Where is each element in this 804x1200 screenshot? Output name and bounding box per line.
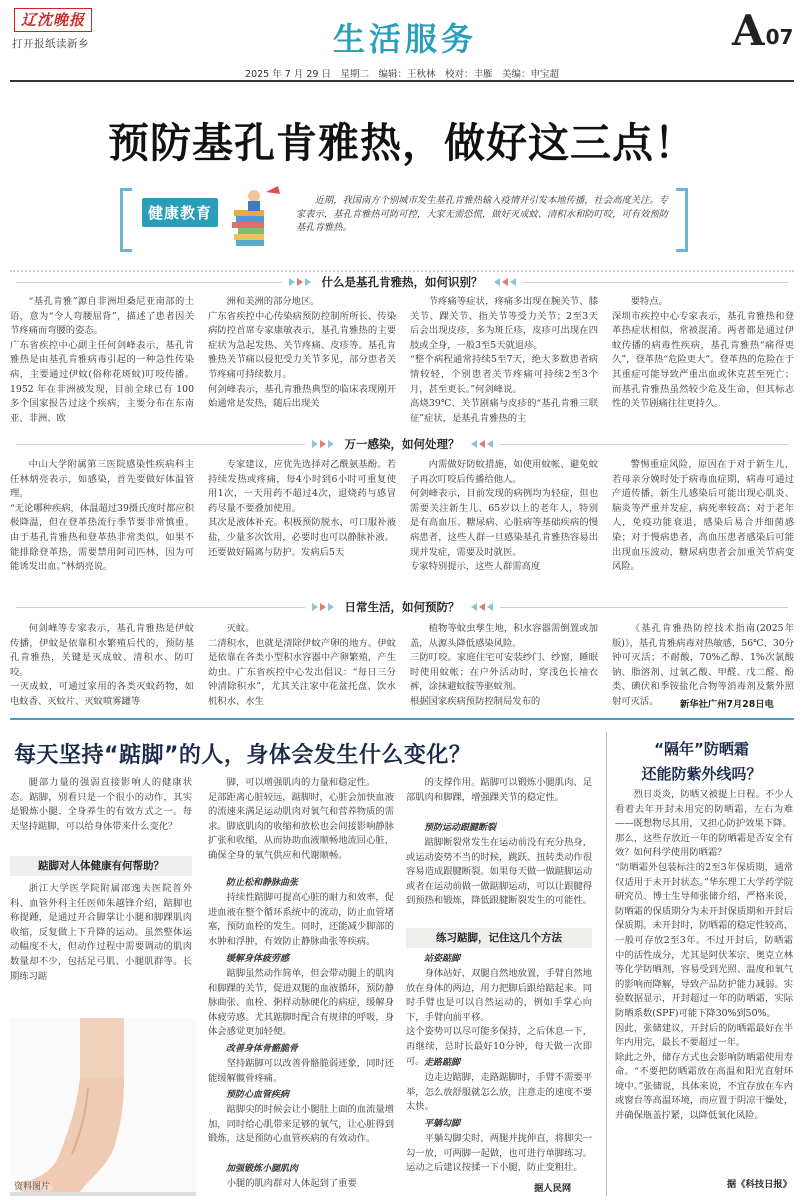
article1-credit: 新华社广州7月28日电 [680,699,774,710]
triangle-icon [471,440,477,448]
a2-subhead2: 练习踮脚，记住这几个方法 [436,932,562,944]
a2-col2-p4: 坚持踮脚可以改善骨骼脆弱迹象，同时还能缓解髋骨疼痛。 [208,1058,394,1084]
article2-credit: 据人民网 [530,1180,571,1194]
triangle-icon [328,440,334,448]
a2-col2-p3: 踮脚虽然动作简单，但会带动腿上的肌肉和脚踝的关节，促进双腿的血液循环，预防静脉曲张、血栓、粥样动脉硬化的病症，缓解身体疲劳感。尤其踮脚时配合有规律的呼吸，身体会感觉更加轻便。 [208,968,394,1038]
section2-header [10,435,794,453]
tiptoe-feet-image [10,1018,196,1196]
a2-intro: 腿部力量的强弱直接影响人的健康状态。踮脚，别看只是一个很小的动作，其实是锻炼小腿、全身养生的有效方式之一。每天坚持踮脚，可以给身体带来什么变化？ [10,777,192,832]
a2-h-cardio: 预防心血管疾病 [226,1090,290,1100]
s1-col3: 节疼痛等症状，疼痛多出现在腕关节、膝关节、踝关节、指关节等受力关节；2至3天后会出现皮疹，多为斑丘疹，皮疹可出现在四肢或全身，一般3至5天就退疹。 “整个病程通常持续5至7天，绝大多数患者病情较轻，个别患者关节疼痛可持续2至3个月，甚至更长。”何剑峰说。 高烧39℃、关节剧痛与皮疹的“基孔肯雅三联征”症状，是基孔肯雅热的主 [410,296,598,424]
bottom-divider [10,718,794,720]
triangle-icon [502,278,508,286]
lead-text: 近期，我国南方个别城市发生基孔肯雅热输入疫情并引发本地传播，社会高度关注。专家表示，基孔肯雅热可防可控，大家无需恐慌，做好灭成蚊、清积水和防叮咬，可有效预防基孔肯雅热。 [296,195,668,233]
a2-subhead2-bar [406,928,592,948]
health-education-badge [138,182,288,254]
s2-col4: 警惕重症风险，原因在于对于新生儿，若母亲分娩时处于病毒血症期，病毒可通过产道传播，新生儿感染后可能出现心肌炎、脑炎等严重并发症，病死率较高；对于老年人，免疫功能衰退，感染后易合并细菌感染；对于慢病患者，高血压患者感染后可能出现血压波动，糖尿病患者会加重关节病变风险。 [612,459,794,573]
a2-col2-p2: 持续性踮脚可提高心脏的耐力和效率，促进血液在整个循环系统中的流动，防止血管堵塞，预防血栓的发生。同时，还能减少脚部的水肿和浮肿，有效防止静脉曲张等疾病。 [208,892,394,947]
section3-title: 日常生活，如何预防？ [344,600,460,614]
header-rule-left [16,444,305,445]
a2-subhead1: 踮脚对人体健康有何帮助？ [38,860,164,872]
s1-col1: “基孔肯雅”源自非洲坦桑尼亚南部的土语，意为“令人弯腰屈背”，描述了患者因关节疼痛而弯腰的姿态。 广东省疾控中心副主任何剑峰表示，基孔肯雅热是由基孔肯雅病毒引起的一种急性传染病，主要通过伊蚊(俗称花斑蚊)叮咬传播。1952 年在非洲被发现，目前全球已有 100 多个国家报告过这个疾病，主要分布在东南亚、非洲、欧 [10,296,194,424]
bracket-left [120,188,132,252]
section3-header [10,598,794,616]
a2-col3-p4: 边走边踮脚，走路踮脚时，手臂不需要平举，怎么放舒服就怎么放，注意走的速度不要太快。 [406,1072,592,1113]
triangle-icon [479,603,485,611]
triangle-icon [510,278,516,286]
a2-col2-p6: 小腿的肌肉群对人体起到了重要 [226,1178,357,1189]
article2-headline: 每天坚持“踮脚”的人，身体会发生什么变化？ [14,743,472,768]
lead-box [120,188,688,252]
s2-col1: 中山大学附属第三医院感染性疾病科主任林炳亮表示，如感染，首先要做好体温管理。 “无论哪种疾病，体温超过39摄氏度时都应积极降温，但在登革热流行季节要非常慎重。由于基孔肯雅热和登革热非常类似，如果不能排除登革热，需要禁用阿司匹林，因为可能诱发出血。”林炳亮说。 [10,459,194,573]
header-rule-right [500,607,789,608]
page-letter: A [732,6,765,55]
badge-label: 健康教育 [142,198,218,227]
masthead-rule [10,80,794,82]
a2-h-prevent-varicose: 防止松和静脉曲张 [226,878,299,888]
triangle-icon [320,603,326,611]
triangle-icon [487,603,493,611]
s2-col2: 专家建议，应优先选择对乙酰氨基酚。若持续发热或疼痛，每4小时到6小时可重复使用1次，一天用药不超过4次，退烧药与感冒药尽量不要叠加使用。 其次是液体补充。积极预防脱水，可口服补液盐，少量多次饮用，必要时也可以静脉补液。 还要做好隔离与防护。发病后5天 [208,459,396,558]
header-rule-right [523,282,789,283]
header-rule-left [16,607,305,608]
page-number [732,8,793,54]
a2-subhead1-bar [10,856,192,876]
header-rule-left [16,282,282,283]
slogan: 打开报纸读新乡 [12,38,89,50]
tiptoe-feet-illustration [10,1018,196,1196]
a2-h-calf: 加强锻炼小腿肌肉 [226,1164,299,1174]
article3-box [606,732,796,1196]
s1-col4: 要特点。 深圳市疾控中心专家表示，基孔肯雅热和登革热症状相似，常被混淆。两者都是通过伊蚊传播的病毒性疾病，基孔肯雅热“痛得更久”，登革热“危险更大”。登革热的危险在于其重症可能导致严重出血或休克甚至死亡；而基孔肯雅热虽然较少危及生命，但其标志性的关节剧痛往往更持久。 [612,296,794,410]
a2-col3-p5: 平躺勾脚尖时，两腿并拢伸直，将脚尖一勾一放，可两脚一起做，也可进行单脚练习。运动之后建议按揉一下小腿，防止变粗壮。 [406,1133,592,1174]
triangle-icon [494,278,500,286]
triangle-icon [487,440,493,448]
a2-col3-p3: 身体站好，双腿自然地放置，手臂自然地放在身体的两边，用力把脚后跟给踮起来。同时手臂也是可以自然运动的，例如手掌心向下，手臂向前平移。 这个姿势可以尽可能多保持，之后休息一下，再继续，总时长最好10分钟，每天做一次即可。 [406,968,592,1067]
a2-col2-p5: 踮脚尖的时候会让小腿肚上面的血流量增加，同时给心肌带来足够的氧气，让心脏得到锻炼，这是预防心血管疾病的有效动作。 [208,1104,394,1145]
triangle-icon [479,440,485,448]
page-digits: 07 [765,25,794,49]
triangle-icon [305,278,311,286]
newspaper-logo [14,8,92,32]
a2-h-fatigue: 缓解身体疲劳感 [226,954,290,964]
triangle-icon [320,440,326,448]
triangle-icon [312,440,318,448]
article1-headline: 预防基孔肯雅热，做好这三点！ [108,119,696,167]
dotted-divider [10,270,794,272]
triangle-icon [471,603,477,611]
byline: 2025 年 7 月 29 日 星期二 编辑：王秋林 校对：丰雁 美编：申宝超 [245,69,559,80]
s3-col1: 何剑峰等专家表示，基孔肯雅热是伊蚊传播，伊蚊是依靠积水繁殖后代的，预防基孔肯雅热，关键是灭成蚊、清积水、防叮咬。 一灭成蚊，可通过家用的各类灭蚊药物，如电蚊香、灭蚊片、灭蚊喷雾罐等 [10,623,194,707]
section1-header [10,273,794,291]
article3-credit: 据《科技日报》 [726,1179,792,1190]
triangle-icon [312,603,318,611]
s3-col4: 《基孔肯雅热防控技术指南(2025年版)》，基孔肯雅病毒对热敏感，56℃、30分钟可灭活；不耐酸，70%乙醇、1%次氯酸钠、脂溶剂、过氧乙酸、甲醛、戊二醛、酚类、碘伏和季铵盐化合物等消毒剂及紫外照射可灭活。 [612,623,794,707]
a2-col3-p1: 的支撑作用。踮脚可以锻炼小腿肌肉、足部肌肉和脚踝，增强踝关节的稳定性。 [406,777,592,803]
header-rule-right [500,444,789,445]
a2-h-bones: 改善身体骨骼脆骨 [226,1044,299,1054]
a2-h-walking: 走路踮脚 [424,1058,461,1068]
article3-body: 烈日炎炎，防晒又被提上日程。不少人看着去年开封未用完的防晒霜，左右为难——既想物尽其用，又担心防护效果下降。 那么，这些存放近一年的防晒霜是否安全有效？如何科学使用防晒霜？ “防晒霜外包装标注的2至3年保质期，通常仅适用于未开封状态。”华东理工大学药学院研究员、博士生导师张储介绍，严格来说，防晒霜的保质期分为未开封保质期和开封后保质期。未开封时，防晒霜的稳定性较高，一般可存放2至3年。不过开封后，防晒霜中的活性成分，尤其是阿伏苯宗、奥克立林等化学防晒剂，容易受到光照、温度和氧气的影响而降解，导致产品防护能力减弱。实验数据显示，开封超过一年的防晒霜，实际防晒系数(SPF)可能下降30%到50%。 因此，张储建议，开封后的防晒霜最好在半年内用完，最长不要超过一年。 除此之外，储存方式也会影响防晒霜使用寿命。“不要把防晒霜放在高温和阳光直射环境中。”张储说，具体来说，不宜存放在车内或窗台等高温环境，而应置于阴凉干燥处，并确保瓶盖拧紧，以降低氧化风险。 [615,789,793,1122]
s3-col3: 植物等蚊虫孳生地，积水容器需倒置或加盖，从源头降低感染风险。 三防叮咬。家庭住宅可安装纱门、纱窗，睡眠时使用蚊帐；在户外活动时，穿浅色长袖衣裤，涂抹避蚊胺等驱蚊剂。 根据国家疾病预防控制局发布的 [410,623,598,707]
s2-col3: 内需做好防蚊措施，如使用蚊帐、避免蚊子再次叮咬后传播给他人。 何剑峰表示，目前发现的病例均为轻症，但也需要关注新生儿、65岁以上的老年人，特别是有高血压、糖尿病、心脏病等基础疾病的慢病患者，这些人群一旦感染基孔肯雅热容易出现并发症，需要及时就医。 专家特别提示，这些人群需高度 [410,459,598,573]
a2-col3-p2: 踮脚断裂常发生在运动前没有充分热身，或运动姿势不当的时候，跳跃、扭转类动作很容易造成跟腱断裂。如果每天做一做踮脚运动或者在运动前做一做踮脚运动，可以让跟腱得到预热和锻炼，降低跟腱断裂发生的可能性。 [406,837,592,907]
a2-h-lying: 平躺勾脚 [424,1119,461,1129]
section1-title: 什么是基孔肯雅热，如何识别？ [321,275,483,289]
a2-h-standing: 站姿踮脚 [424,954,461,964]
triangle-icon [297,278,303,286]
bracket-right [676,188,688,252]
triangle-icon [328,603,334,611]
a2-col1-body: 浙江大学医学院附属邵逸夫医院普外科、血管外科主任医师朱越锋介绍，踮脚也称提踵，是通过开合脚掌让小腿和脚踝肌肉收缩，反复做上下升降的运动。虽然整体运动幅度不大，但动作过程中需要调动的肌肉数量却不少，包括足弓肌、小腿肌群等。长期练习踮 [10,883,192,982]
a2-col2-p1: 脚，可以增强肌肉的力量和稳定性。 足部距离心脏较远，踮脚时，心脏会加快血液的流速来满足运动肌肉对氧气和营养物质的需求。脚底肌肉的收缩和放松也会间接影响静脉扩张和收缩，从而协助血液顺畅地流回心脏，确保全身的氧气供应和代谢顺畅。 [208,777,394,861]
image-caption: 资料图片 [14,1182,51,1192]
a2-h-achilles: 预防运动跟腱断裂 [424,823,497,833]
logo-text: 辽沈晚报 [20,11,85,29]
section-title: 生活服务 [332,20,477,58]
s3-col2: 灭蚊。 二清积水，也就是清除伊蚊产卵的地方。伊蚊是依靠在各类小型积水容器中产卵繁殖，产生幼虫。广东省疾控中心发出倡议：“每日三分钟清除积水”，尤其关注家中花盆托盘、饮水机积水、水生 [208,623,396,707]
s1-col2: 洲和美洲的部分地区。 广东省疾控中心传染病预防控制所所长、传染病防控首席专家康敏表示，基孔肯雅热的主要症状为急起发热、关节疼痛、皮疹等。基孔肯雅热关节痛以侵犯受力关节多见，部分患者关节疼痛可持续数月。 何剑峰表示，基孔肯雅热典型的临床表现刚开始通常是发热，随后出现关 [208,296,396,410]
masthead [0,0,804,80]
section2-title: 万一感染，如何处理？ [344,437,460,451]
article3-headline-line2: 还能防紫外线吗？ [641,765,762,783]
triangle-icon [289,278,295,286]
article3-headline-line1: “隔年”防晒霜 [654,740,749,758]
